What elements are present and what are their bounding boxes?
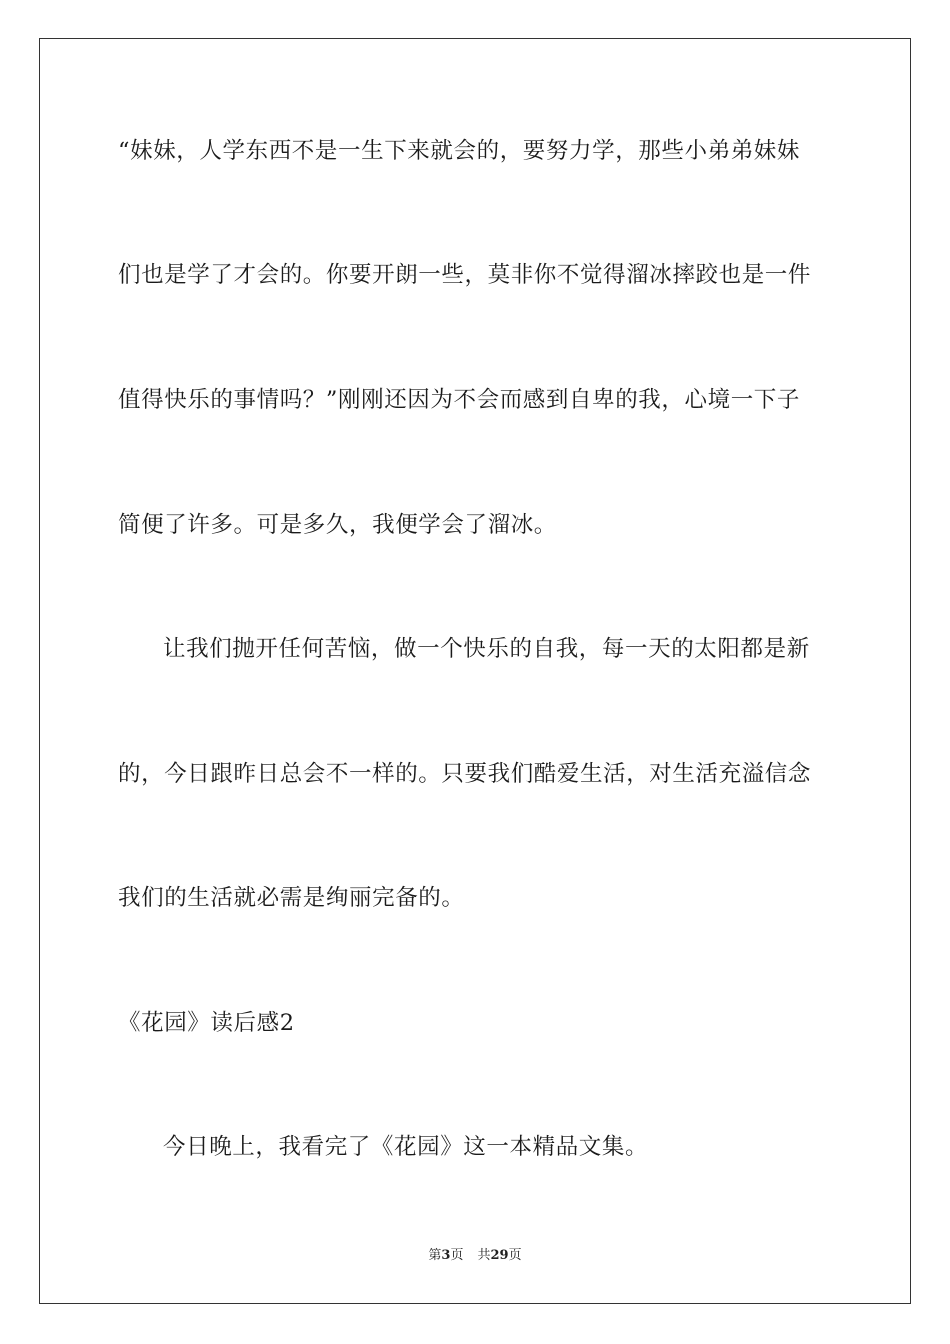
page-footer <box>0 1247 950 1265</box>
page-border <box>39 38 911 1304</box>
body-text-line: 让我们抛开任何苦恼，做一个快乐的自我，每一天的太阳都是新 <box>163 636 810 662</box>
body-text-line: 我们的生活就必需是绚丽完备的。 <box>118 885 465 911</box>
current-page-number: 3 <box>441 1248 451 1263</box>
body-text-line: 值得快乐的事情吗？”刚刚还因为不会而感到自卑的我，心境一下子 <box>118 387 801 413</box>
total-suffix: 页 <box>508 1248 522 1263</box>
total-prefix: 共 <box>477 1248 491 1263</box>
total-page-count: 29 <box>490 1248 509 1263</box>
body-text-line: 们也是学了才会的。你要开朗一些，莫非你不觉得溜冰摔跤也是一件 <box>118 262 812 288</box>
section-heading: 《花园》读后感2 <box>118 1010 295 1036</box>
body-text-line: 简便了许多。可是多久，我便学会了溜冰。 <box>118 512 557 538</box>
page-prefix: 第 <box>428 1248 442 1263</box>
body-text-line: 今日晚上，我看完了《花园》这一本精品文集。 <box>163 1134 649 1160</box>
body-text-line: “妹妹，人学东西不是一生下来就会的，要努力学，那些小弟弟妹妹 <box>118 138 801 164</box>
page-suffix: 页 <box>450 1248 464 1263</box>
body-text-line: 的，今日跟昨日总会不一样的。只要我们酷爱生活，对生活充溢信念 <box>118 761 812 787</box>
